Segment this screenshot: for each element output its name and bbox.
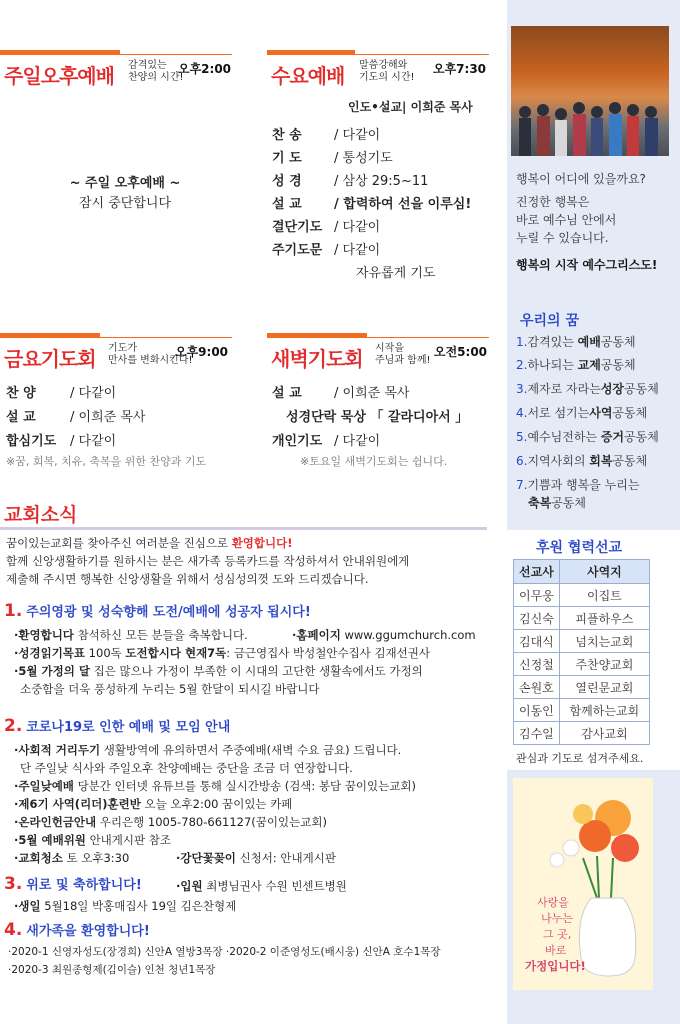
flower-text-3: 그 곳,	[543, 928, 572, 941]
friday-row-2	[6, 406, 145, 425]
happy-line-3: 바로 예수님 안에서	[516, 213, 617, 227]
wednesday-sub1: 말씀강해와	[359, 60, 408, 71]
dream-post: 공동체	[612, 454, 648, 468]
wednesday-title: 수요예배	[271, 64, 345, 88]
item-key: ·생일	[14, 899, 41, 913]
row-val: / 삼상 29:5~11	[334, 174, 429, 189]
dream-key: 교제	[577, 358, 601, 372]
row-val: / 다같이	[334, 220, 381, 235]
row-key: 설 교	[272, 386, 302, 401]
item-val: 신청서: 안내게시판	[235, 851, 336, 865]
item-val: 오늘 오후2:00 꿈이있는 카페	[140, 797, 293, 811]
dream-pre: 기쁨과 행복을 누리는	[527, 478, 640, 492]
item-val: 생활방역에 유의하면서 주중예배(새벽 수요 금요) 드립니다.	[100, 743, 402, 757]
row-key: 개인기도	[272, 434, 323, 449]
sunday-line	[0, 54, 232, 55]
news-s2-flowers	[176, 850, 336, 866]
news-s3-birthday	[14, 898, 236, 914]
row-val: / 다같이	[70, 386, 117, 401]
support-head-missionary: 선교사	[514, 560, 560, 584]
news-s2-offering	[14, 814, 327, 830]
news-intro-3: 제출해 주시면 행복한 신앙생활을 위해서 성심성의껏 도와 드리겠습니다.	[6, 572, 369, 586]
table-row	[514, 676, 650, 699]
item-val: 5월18일 박홍매집사 19일 김은찬형제	[40, 899, 237, 913]
dream-item-5	[516, 428, 659, 445]
row-val: / 합력하여 선을 이루심!	[334, 197, 472, 212]
news-rule	[0, 527, 487, 530]
section-title: 코로나19로 인한 예배 및 모임 안내	[26, 720, 231, 735]
dream-pre: 감격있는	[527, 335, 578, 349]
item-key: ·강단꽃꽂이	[176, 851, 236, 865]
news-section-2	[4, 716, 230, 736]
wednesday-row-4	[272, 193, 471, 212]
dawn-service	[267, 333, 489, 371]
field-cell: 감사교회	[559, 722, 649, 745]
dawn-time: 오전5:00	[434, 345, 488, 359]
item-val: www.ggumchurch.com	[340, 628, 476, 642]
item-key: ·5월 가정의 달	[14, 664, 90, 678]
dawn-sub	[375, 343, 431, 367]
table-row	[514, 607, 650, 630]
news-s2-training	[14, 796, 292, 812]
section-title: 주의영광 및 성숙향해 도전/예배에 성공자 됩시다!	[26, 605, 311, 620]
item-key: ·성경읽기목표	[14, 646, 86, 660]
item-key: ·5월 예배위원	[14, 833, 86, 847]
wednesday-row-6	[272, 239, 380, 258]
dream-item-6	[516, 452, 647, 469]
dawn-row-1	[272, 382, 409, 401]
friday-line	[0, 337, 232, 338]
dream-num: 4.	[516, 406, 528, 420]
news-s2-cleaning	[14, 850, 129, 866]
item-val: 토 오후3:30	[62, 851, 130, 865]
item-key: ·온라인헌금안내	[14, 815, 97, 829]
wednesday-sub2: 기도의 시간!	[359, 72, 415, 83]
item-val2: : 금근영집사 박성철안수집사 김재선권사	[226, 646, 430, 660]
news-s1-family-2: 소중함을 더욱 풍성하게 누리는 5월 한달이 되시길 바랍니다	[20, 682, 320, 696]
news-section-3	[4, 874, 142, 894]
section-num: 2.	[4, 716, 23, 736]
friday-note: ※꿈, 회복, 치유, 축복을 위한 찬양과 기도	[6, 455, 207, 468]
friday-sub2: 만사를 변화시킨다!	[108, 355, 193, 366]
news-title: 교회소식	[4, 504, 78, 526]
intro-welcome: 환영합니다!	[231, 536, 293, 550]
missionary-cell: 김신숙	[514, 607, 560, 630]
field-cell: 넘치는교회	[559, 630, 649, 653]
row-key: 찬 송	[272, 128, 302, 143]
dream-title: 우리의 꿈	[520, 313, 579, 329]
item-key: ·홈페이지	[292, 628, 341, 642]
row-key: 설 교	[272, 197, 302, 212]
dream-item-2	[516, 356, 636, 373]
news-s1-welcome	[14, 627, 248, 643]
dream-item-7-cont	[528, 494, 586, 511]
dream-key: 사역	[589, 406, 613, 420]
row-key: 찬 양	[6, 386, 36, 401]
table-row	[514, 699, 650, 722]
sunday-line1: ~ 주일 오후예배 ~	[69, 176, 181, 191]
news-s3-hospital	[176, 878, 347, 894]
news-s2-worship	[14, 832, 171, 848]
dream-post: 공동체	[600, 335, 636, 349]
section-title: 새가족을 환영합니다!	[26, 924, 150, 939]
sunday-time: 오후2:00	[178, 62, 232, 76]
section-num: 1.	[4, 601, 23, 621]
support-header-row	[514, 560, 650, 584]
item-key: ·주일낮예배	[14, 779, 74, 793]
dream-item-7	[516, 476, 639, 493]
row-val: / 다같이	[334, 243, 381, 258]
table-row	[514, 653, 650, 676]
item-val: 100독	[85, 646, 126, 660]
wednesday-row-2	[272, 147, 393, 166]
table-row	[514, 722, 650, 745]
dream-num: 7.	[516, 478, 528, 492]
friday-row-3	[6, 430, 116, 449]
wednesday-leader: 인도•설교| 이희준 목사	[348, 100, 473, 114]
missionary-cell: 이무웅	[514, 584, 560, 607]
field-cell: 이집트	[559, 584, 649, 607]
dawn-title: 새벽기도회	[271, 347, 363, 371]
item-val: 참석하신 모든 분들을 축복합니다.	[73, 628, 248, 642]
wednesday-row-5	[272, 216, 380, 235]
happy-line-1: 행복이 어디에 있을까요?	[516, 172, 646, 186]
row-key: 합심기도	[6, 434, 57, 449]
friday-row-1	[6, 382, 116, 401]
item-key: ·제6기 사역(리더)훈련반	[14, 797, 141, 811]
section-num: 3.	[4, 874, 23, 894]
news-s2-distance-2: 단 주일낮 식사와 주일오후 찬양예배는 중단을 조금 더 연장합니다.	[20, 761, 353, 775]
friday-service	[0, 333, 232, 371]
missionary-cell: 이동인	[514, 699, 560, 722]
dream-post: 공동체	[624, 382, 659, 396]
flower-text-1: 사랑을	[537, 896, 569, 909]
flower-text-4: 바로	[545, 944, 567, 957]
sunday-title: 주일오후예배	[4, 64, 114, 88]
wednesday-line	[267, 54, 489, 55]
sunday-line2: 잠시 중단합니다	[78, 196, 172, 211]
item-key: ·사회적 거리두기	[14, 743, 101, 757]
wednesday-time: 오후7:30	[433, 62, 487, 76]
missionary-cell: 신정철	[514, 653, 560, 676]
section-title: 위로 및 축하합니다!	[26, 878, 142, 893]
row-val: / 다같이	[334, 434, 381, 449]
dream-pre: 하나되는	[527, 358, 578, 372]
dawn-row-2: 성경단락 묵상 「 갈라디아서 」	[286, 410, 469, 425]
item-val: 집은 많으나 가정이 부족한 이 시대의 고단한 생활속에서도 가정의	[89, 664, 423, 678]
dream-post: 공동체	[612, 406, 648, 420]
item-key2: 도전합시다 현재7독	[125, 646, 227, 660]
table-row	[514, 630, 650, 653]
field-cell: 피플하우스	[559, 607, 649, 630]
sunday-service	[0, 50, 232, 88]
section-num: 4.	[4, 920, 23, 940]
item-key: ·환영합니다	[14, 628, 74, 642]
news-s1-family	[14, 663, 423, 679]
row-val: / 통성기도	[334, 151, 393, 166]
news-s2-distance	[14, 742, 401, 758]
news-section-4	[4, 920, 150, 940]
field-cell: 열린문교회	[559, 676, 649, 699]
dream-num: 2.	[516, 358, 528, 372]
wednesday-row-1	[272, 124, 380, 143]
missionary-cell: 손원호	[514, 676, 560, 699]
item-val: 당분간 인터넷 유튜브를 통해 실시간방송 (검색: 봉담 꿈이있는교회)	[73, 779, 416, 793]
people-silhouettes	[511, 96, 669, 156]
news-s1-homepage	[292, 627, 476, 643]
row-val: / 이희준 목사	[70, 410, 146, 425]
dream-item-1	[516, 333, 636, 350]
happy-line-5: 행복의 시작 예수그리스도!	[516, 258, 658, 272]
item-val: 우리은행 1005-780-661127(꿈이있는교회)	[96, 815, 327, 829]
news-intro-1	[6, 535, 293, 551]
flower-text-2: 나누는	[541, 912, 573, 925]
dream-post: 공동체	[624, 430, 659, 444]
row-key: 설 교	[6, 410, 36, 425]
sunday-sub1: 감격있는	[128, 60, 167, 71]
dawn-line	[267, 337, 489, 338]
row-val: / 이희준 목사	[334, 386, 410, 401]
row-val: / 다같이	[70, 434, 117, 449]
dream-key: 성장	[600, 382, 625, 396]
sunday-sub2: 찬양의 시간!	[128, 72, 184, 83]
news-s2-sunday	[14, 778, 416, 794]
dream-key: 증거	[600, 430, 625, 444]
support-head-field: 사역지	[559, 560, 649, 584]
friday-time: 오후9:00	[175, 345, 229, 359]
row-key: 성 경	[272, 174, 302, 189]
friday-title: 금요기도회	[4, 347, 96, 371]
flower-text-5: 가정입니다!	[525, 959, 586, 973]
dream-key: 축복	[528, 496, 552, 510]
dream-item-4	[516, 404, 647, 421]
news-s4-family-2: ·2020-3 최원종형제(김이슬) 인천 청년1목장	[8, 964, 216, 976]
friday-sub1: 기도가	[108, 343, 137, 354]
news-s4-family-1: ·2020-1 신영자성도(장경희) 신안A 열방3목장 ·2020-2 이준영성도(배시웅) 신안A 호수1목장	[8, 946, 441, 958]
row-val: / 다같이	[334, 128, 381, 143]
item-key: ·교회청소	[14, 851, 63, 865]
dream-pre: 지역사회의	[527, 454, 590, 468]
item-val: 안내게시판 참조	[85, 833, 171, 847]
dream-pre: 예수님전하는	[527, 430, 601, 444]
dream-pre: 제자로 자라는	[527, 382, 601, 396]
dream-post: 공동체	[551, 496, 586, 510]
wednesday-sub	[359, 60, 415, 84]
missionary-cell: 김수일	[514, 722, 560, 745]
news-section-1	[4, 601, 311, 621]
happy-line-4: 누릴 수 있습니다.	[516, 231, 609, 245]
dream-num: 6.	[516, 454, 528, 468]
support-table	[513, 559, 650, 745]
news-s1-bible	[14, 645, 430, 661]
wednesday-row-3	[272, 170, 428, 189]
happy-line-2: 진정한 행복은	[516, 195, 590, 209]
wednesday-closing: 자유롭게 기도	[356, 266, 436, 281]
dawn-sub1: 시작을	[375, 343, 404, 354]
row-key: 기 도	[272, 151, 302, 166]
dream-item-3	[516, 380, 659, 397]
field-cell: 주찬양교회	[559, 653, 649, 676]
intro-text: 꿈이있는교회를 찾아주신 여러분을 진심으로	[6, 536, 232, 550]
support-title: 후원 협력선교	[536, 540, 623, 556]
dream-num: 5.	[516, 430, 528, 444]
row-key: 결단기도	[272, 220, 323, 235]
support-footer: 관심과 기도로 섬겨주세요.	[516, 752, 644, 765]
sunday-sub	[128, 60, 184, 84]
dawn-row-3	[272, 430, 380, 449]
flower-vase-image	[513, 778, 653, 990]
dream-num: 3.	[516, 382, 528, 396]
field-cell: 함께하는교회	[559, 699, 649, 722]
table-row	[514, 584, 650, 607]
dream-post: 공동체	[600, 358, 636, 372]
missionary-cell: 김대식	[514, 630, 560, 653]
wednesday-service	[267, 50, 489, 88]
dawn-sub2: 주님과 함께!	[375, 355, 431, 366]
dream-key: 회복	[589, 454, 613, 468]
dawn-note: ※토요일 새벽기도회는 쉽니다.	[300, 455, 448, 468]
item-val: 최병님권사 수원 빈센트병원	[202, 879, 347, 893]
news-intro-2: 함께 신앙생활하기를 원하시는 분은 새가족 등록카드를 작성하셔서 안내위원에게	[6, 554, 410, 568]
dream-pre: 서로 섬기는	[527, 406, 590, 420]
row-key: 주기도문	[272, 243, 323, 258]
item-key: ·입원	[176, 879, 203, 893]
group-photo	[511, 26, 669, 156]
dream-num: 1.	[516, 335, 528, 349]
dream-key: 예배	[577, 335, 601, 349]
